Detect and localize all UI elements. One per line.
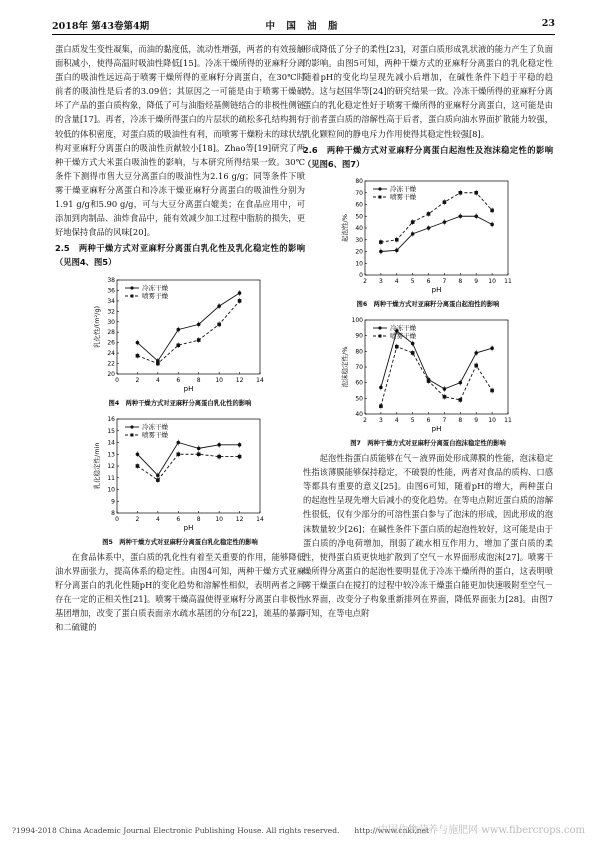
data-point (197, 322, 201, 326)
legend-label: 冷冻干燥 (390, 323, 416, 332)
series-line (137, 300, 239, 363)
chart-svg (303, 173, 553, 298)
data-point (395, 238, 399, 242)
y-tick-label: 50 (355, 395, 363, 403)
x-tick-label: 11 (504, 277, 512, 285)
y-tick-label: 0 (359, 271, 363, 279)
x-tick-label: 4 (155, 376, 160, 384)
data-point (443, 387, 447, 391)
y-axis-label: 起泡性/% (341, 213, 349, 242)
x-tick-label: 7 (442, 277, 447, 285)
x-tick-label: 10 (215, 376, 223, 384)
y-tick-label: 30 (107, 318, 115, 326)
legend-marker (379, 195, 382, 198)
data-point (197, 446, 201, 450)
data-point (136, 464, 140, 468)
data-point (176, 452, 180, 456)
data-point (379, 240, 383, 244)
y-tick-label: 90 (355, 332, 363, 340)
y-tick-label: 9 (111, 497, 115, 505)
series-line (137, 293, 239, 361)
data-point (427, 212, 431, 216)
data-point (395, 345, 399, 349)
journal-issue: 2018年 第43卷第4期 (52, 21, 150, 32)
y-tick-label: 38 (107, 276, 115, 284)
data-point (395, 248, 399, 252)
y-tick-label: 50 (355, 213, 363, 221)
watermark: 中国作物营养与施肥网 www.fibercrops.com (378, 825, 585, 836)
x-tick-label: 2 (363, 416, 367, 424)
y-tick-label: 16 (107, 415, 115, 423)
data-point (379, 404, 383, 408)
y-tick-label: 14 (107, 439, 115, 447)
y-tick-label: 22 (107, 360, 115, 368)
x-tick-label: 11 (504, 416, 512, 424)
data-point (459, 398, 463, 402)
x-tick-label: 14 (256, 515, 264, 523)
y-tick-label: 13 (107, 450, 115, 458)
x-axis-label: pH (183, 523, 194, 532)
data-point (411, 351, 415, 355)
data-point (217, 322, 221, 326)
x-tick-label: 6 (426, 277, 431, 285)
data-point (238, 443, 242, 447)
data-point (217, 443, 221, 447)
x-tick-label: 3 (378, 416, 383, 424)
y-tick-label: 11 (107, 474, 115, 482)
header-rule (52, 34, 555, 35)
paragraph: 形成降低了分子的柔性[23]，对蛋白质形成乳状液的能力产生了负面的影响。由图5可知，两种干燥方式的亚麻籽分离蛋白的乳化稳定性随着pH的变化均呈现先减小后增加，在碱性条件下趋于平稳的趋势。这与赵国华等[24]的研究结果一致。冷冻干燥所得的亚麻籽分离蛋白的乳化稳定性好于喷雾干燥所得的亚麻籽分离蛋白，这可能是由于前者蛋白质的溶解性高于后者，蛋白质向油水界面扩散能力较强，乳化颗粒间的静电斥力作用使得其稳定性较强[8]。 (303, 44, 553, 139)
section-heading: 2.5 两种干燥方式对亚麻籽分离蛋白乳化性及乳化稳定性的影响（见图4、图5） (55, 243, 305, 268)
legend-marker (130, 286, 133, 289)
copyright: ?1994-2018 China Academic Journal Electronic Publishing House. All rights reserved. http://www.cnki.net (12, 826, 430, 835)
x-tick-label: 6 (426, 416, 431, 424)
legend-label: 冷冻干燥 (142, 422, 168, 431)
y-tick-label: 8 (111, 509, 115, 517)
x-tick-label: 4 (394, 416, 399, 424)
data-point (490, 223, 494, 227)
x-tick-label: 12 (235, 376, 244, 384)
chart-svg (55, 272, 305, 397)
data-point (459, 214, 463, 218)
y-tick-label: 32 (107, 307, 115, 315)
data-point (474, 191, 478, 195)
y-tick-label: 34 (107, 297, 115, 305)
legend-marker (131, 294, 134, 297)
x-axis-label: pH (431, 285, 442, 294)
data-point (490, 208, 494, 212)
y-tick-label: 10 (355, 260, 363, 268)
y-axis-label: 泡沫稳定性/% (341, 346, 349, 388)
x-tick-label: 5 (410, 416, 415, 424)
x-tick-label: 2 (135, 376, 140, 384)
x-tick-label: 5 (410, 277, 415, 285)
data-point (443, 395, 447, 399)
data-point (238, 454, 242, 458)
data-point (459, 381, 463, 385)
series-line (137, 442, 239, 475)
data-point (217, 454, 221, 458)
y-tick-label: 28 (107, 328, 115, 336)
y-tick-label: 80 (355, 177, 363, 185)
x-tick-label: 10 (215, 515, 223, 523)
page-number: 23 (541, 18, 555, 29)
data-point (379, 250, 383, 254)
figure-caption: 图6 两种干燥方式对亚麻籽分离蛋白起泡性的影响 (356, 300, 500, 308)
legend-label: 喷雾干燥 (142, 291, 168, 300)
data-point (411, 220, 415, 224)
x-tick-label: 0 (115, 376, 119, 384)
section-heading: 2.6 两种干燥方式对亚麻籽分离蛋白起泡性及泡沫稳定性的影响（见图6、图7） (303, 144, 553, 169)
journal-title: 中 国 油 脂 (265, 21, 342, 32)
x-tick-label: 12 (235, 515, 244, 523)
y-tick-label: 60 (355, 201, 363, 209)
x-axis-label: pH (183, 384, 194, 393)
data-point (197, 338, 201, 342)
data-point (136, 340, 140, 344)
data-point (238, 299, 242, 303)
y-tick-label: 60 (355, 379, 363, 387)
x-tick-label: 8 (196, 515, 201, 523)
y-tick-label: 70 (355, 189, 363, 197)
footer (12, 825, 585, 836)
legend-marker (378, 187, 381, 190)
x-tick-label: 6 (176, 515, 181, 523)
data-point (474, 214, 478, 218)
data-point (156, 478, 160, 482)
running-header (52, 18, 555, 34)
data-point (459, 191, 463, 195)
chart-svg (55, 411, 305, 536)
series-line (381, 216, 492, 251)
right-column (303, 42, 553, 620)
legend-label: 喷雾干燥 (390, 192, 416, 201)
legend-label: 冷冻干燥 (142, 283, 168, 292)
data-point (411, 232, 415, 236)
data-point (217, 304, 221, 308)
y-tick-label: 10 (107, 486, 115, 494)
y-tick-label: 30 (355, 236, 363, 244)
x-tick-label: 4 (394, 277, 399, 285)
x-tick-label: 7 (442, 416, 447, 424)
paragraph: 在食品体系中，蛋白质的乳化性有着至关重要的作用，能够降低油水界面张力，提高体系的稳定性。由图4可知，两种干燥方式亚麻籽分离蛋白的乳化性随pH的变化趋势和溶解性相似，表明两者之间存在一定的正相关性[21]。喷雾干燥高温使得亚麻籽分离蛋白非极性基团增加，改变了蛋白质表面亲水疏水基团的分布[22]，巯基的暴露和二硫键的 (55, 551, 305, 633)
x-tick-label: 10 (488, 416, 496, 424)
figure-caption: 图4 两种干燥方式对亚麻籽分离蛋白乳化性的影响 (108, 399, 252, 407)
figure-4 (55, 272, 305, 397)
left-column (55, 42, 305, 634)
data-point (411, 342, 415, 346)
data-point (490, 389, 494, 393)
y-tick-label: 15 (107, 427, 115, 435)
x-tick-label: 2 (363, 277, 367, 285)
figure-7 (303, 312, 553, 437)
legend-label: 喷雾干燥 (142, 430, 168, 439)
data-point (136, 353, 140, 357)
y-tick-label: 80 (355, 348, 363, 356)
x-tick-label: 6 (176, 376, 181, 384)
y-tick-label: 24 (107, 349, 115, 357)
data-point (427, 226, 431, 230)
x-tick-label: 2 (135, 515, 140, 523)
data-point (176, 327, 180, 331)
data-point (490, 346, 494, 350)
y-tick-label: 36 (107, 286, 115, 294)
data-point (176, 343, 180, 347)
series-line (137, 454, 239, 480)
x-axis-label: pH (431, 424, 442, 433)
y-tick-label: 12 (107, 462, 115, 470)
legend-marker (131, 433, 134, 436)
y-tick-label: 40 (355, 410, 363, 418)
data-point (474, 364, 478, 368)
data-point (379, 386, 383, 390)
plot-frame (365, 181, 508, 275)
x-tick-label: 8 (196, 376, 201, 384)
legend-label: 冷冻干燥 (390, 184, 416, 193)
y-tick-label: 40 (355, 224, 363, 232)
legend-marker (379, 334, 382, 337)
series-line (381, 347, 492, 407)
data-point (443, 220, 447, 224)
x-tick-label: 9 (474, 277, 479, 285)
y-tick-label: 70 (355, 363, 363, 371)
data-point (197, 452, 201, 456)
chart-svg (303, 312, 553, 437)
legend-marker (130, 425, 133, 428)
x-tick-label: 8 (458, 277, 463, 285)
x-tick-label: 10 (488, 277, 496, 285)
y-axis-label: 乳化稳定性/min (93, 442, 101, 490)
y-tick-label: 20 (107, 370, 115, 378)
figure-caption: 图5 两种干燥方式对亚麻籽分离蛋白乳化稳定性的影响 (102, 538, 258, 546)
x-tick-label: 3 (378, 277, 383, 285)
y-tick-label: 26 (107, 339, 115, 347)
paragraph: 起泡性指蛋白质能够在气－液界面处形成薄膜的性能，泡沫稳定性指该薄膜能够保持稳定，不破裂的性能，两者对食品的质构、口感等都具有重要的意义[25]。由图6可知，随着pH的增大，两种蛋白的起泡性呈现先增大后减小的变化趋势。在等电点附近蛋白质的溶解性很低，仅有少部分的可溶性蛋白参与了泡沫的形成，因此形成的泡沫数量较少[26]；在碱性条件下蛋白质的起泡性较好，这可能是由于蛋白质的净电荷增加，削弱了疏水相互作用力，增加了蛋白质的柔性，使得蛋白质更快地扩散到了空气－水界面形成泡沫[27]。喷雾干燥所得分离蛋白的起泡性要明显优于冷冻干燥所得的蛋白，这表明喷雾干燥蛋白在搅打的过程中较冷冻干燥蛋白能更加快速吸附至空气－水界面，改变分子构象重新排列在界面，降低界面张力[28]。由图7可知，在等电点附 (303, 453, 553, 619)
figure-6 (303, 173, 553, 298)
x-tick-label: 8 (458, 416, 463, 424)
figure-5 (55, 411, 305, 536)
y-tick-label: 20 (355, 248, 363, 256)
paragraph: 蛋白质发生变性凝集，而油的黏度低，流动性增强，两者的有效接触面积减小，使得高温时吸油性降低[15]。冷冻干燥所得的亚麻籽分离蛋白的吸油性远远高于喷雾干燥所得的亚麻籽分离蛋白，在30℃时前者的吸油性是后者的3.09倍；其原因之一可能是由于喷雾干燥破坏了产品的蛋白质构象，降低了可与油脂烃基侧链结合的非极性侧链的含量[17]。再者，冷冻干燥所得蛋白的片层状的疏松多孔结构拥有较低的体积密度，对蛋白质的吸油性有利，而喷雾干燥粉末的球状结构对亚麻籽分离蛋白的吸油性贡献较小[18]。Zhao等[19]研究了两种干燥方式大米蛋白吸油性的影响，与本研究所得结果一致。30℃条件下测得市售大豆分离蛋白的吸油性为2.16 g/g；同等条件下喷雾干燥亚麻籽分离蛋白和冷冻干燥亚麻籽分离蛋白的吸油性分别为1.91 g/g和5.90 g/g，可与大豆分离蛋白媲美；在食品应用中，可添加到肉制品、油炸食品中，能有效减少加工过程中脂肪的损失，更好地保持食品的风味[20]。 (55, 44, 305, 238)
y-axis-label: 乳化性/(m²/g) (93, 305, 101, 348)
data-point (156, 361, 160, 365)
x-tick-label: 9 (474, 416, 479, 424)
data-point (156, 473, 160, 477)
data-point (176, 440, 180, 444)
data-point (443, 200, 447, 204)
x-tick-label: 4 (155, 515, 160, 523)
y-tick-label: 100 (351, 316, 363, 324)
data-point (238, 291, 242, 295)
legend-label: 喷雾干燥 (390, 331, 416, 340)
data-point (474, 351, 478, 355)
figure-caption: 图7 两种干燥方式对亚麻籽分离蛋白泡沫稳定性的影响 (350, 439, 506, 447)
x-tick-label: 0 (115, 515, 119, 523)
x-tick-label: 14 (256, 376, 264, 384)
data-point (427, 379, 431, 383)
data-point (136, 452, 140, 456)
legend-marker (378, 326, 381, 329)
